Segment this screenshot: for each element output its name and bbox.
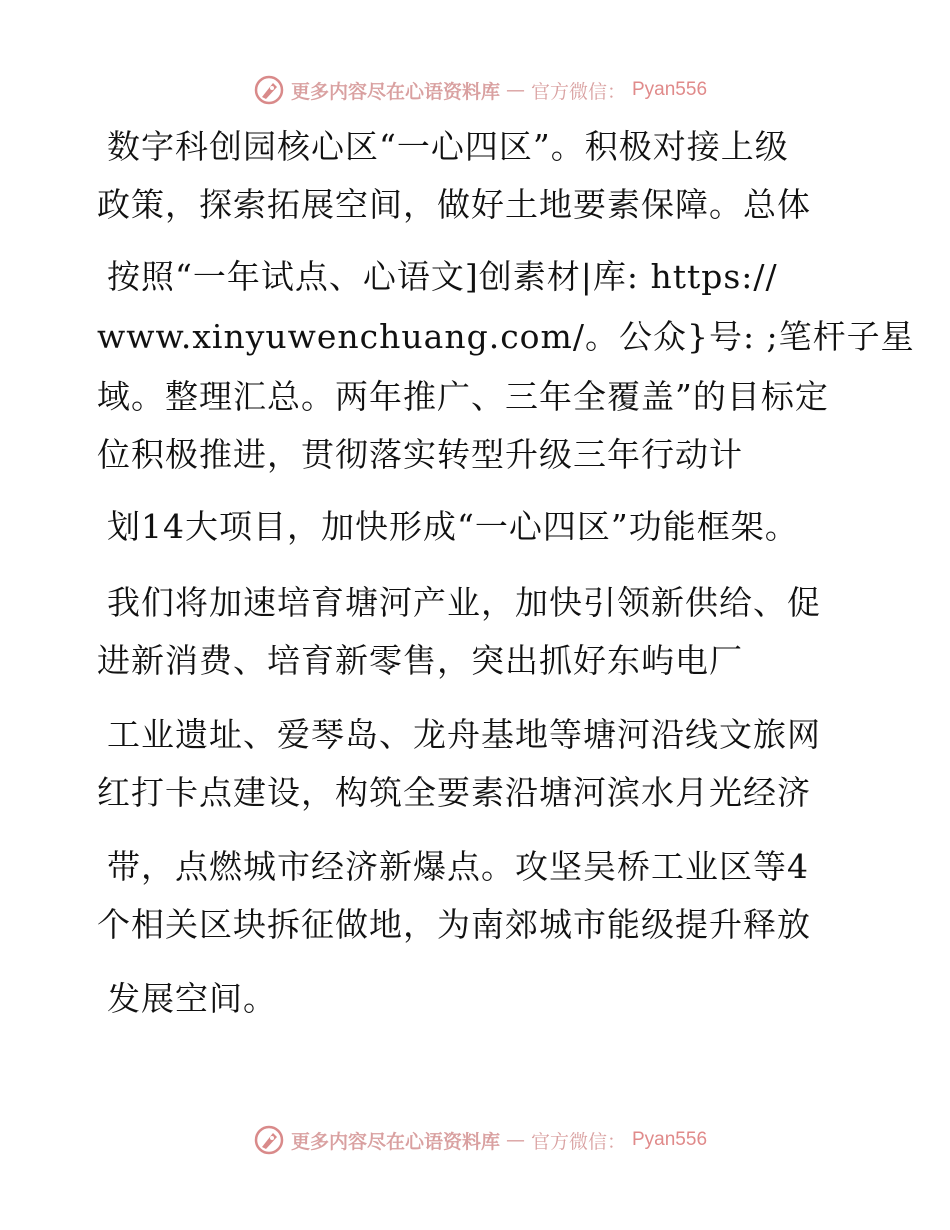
text-line: 划14大项目，加快形成“一心四区”功能框架。 [107,507,799,546]
banner-separator: — [505,1129,525,1151]
pen-nib-logo-icon [253,1124,285,1156]
pen-nib-logo-icon [253,74,285,106]
header-watermark-banner [0,70,950,110]
banner-content [253,74,707,106]
text-line: 工业遗址、爱琴岛、龙舟基地等塘河沿线文旅网 [107,715,821,754]
text-line: 发展空间。 [107,979,277,1018]
footer-watermark-banner [0,1120,950,1160]
text-line: 政策，探索拓展空间，做好土地要素保障。总体 [97,185,811,224]
banner-main-text: 更多内容尽在心语资料库 [290,1130,500,1153]
banner-wechat-label: 官方微信： [530,1130,626,1153]
text-line: 域。整理汇总。两年推广、三年全覆盖”的目标定 [97,377,829,416]
text-line: 带，点燃城市经济新爆点。攻坚吴桥工业区等4 [107,847,809,886]
text-line: 个相关区块拆征做地，为南郊城市能级提升释放 [97,905,811,944]
text-line: 数字科创园核心区“一心四区”。积极对接上级 [107,127,789,166]
banner-separator: — [505,79,525,101]
banner-content [253,1124,707,1156]
banner-main-text: 更多内容尽在心语资料库 [290,80,500,103]
banner-wechat-label: 官方微信： [530,80,626,103]
text-line: www.xinyuwenchuang.com/。公众}号: ;笔杆子星 [97,317,915,356]
banner-wechat-id: Pyan556 [632,79,708,100]
banner-wechat-id: Pyan556 [632,1129,708,1150]
text-line: 按照“一年试点、心语文]创素材|库: https:// [107,257,778,296]
text-line: 我们将加速培育塘河产业，加快引领新供给、促 [107,583,821,622]
text-line: 红打卡点建设，构筑全要素沿塘河滨水月光经济 [97,773,811,812]
text-line: 位积极推进，贯彻落实转型升级三年行动计 [97,435,743,474]
text-line: 进新消费、培育新零售，突出抓好东屿电厂 [97,641,743,680]
